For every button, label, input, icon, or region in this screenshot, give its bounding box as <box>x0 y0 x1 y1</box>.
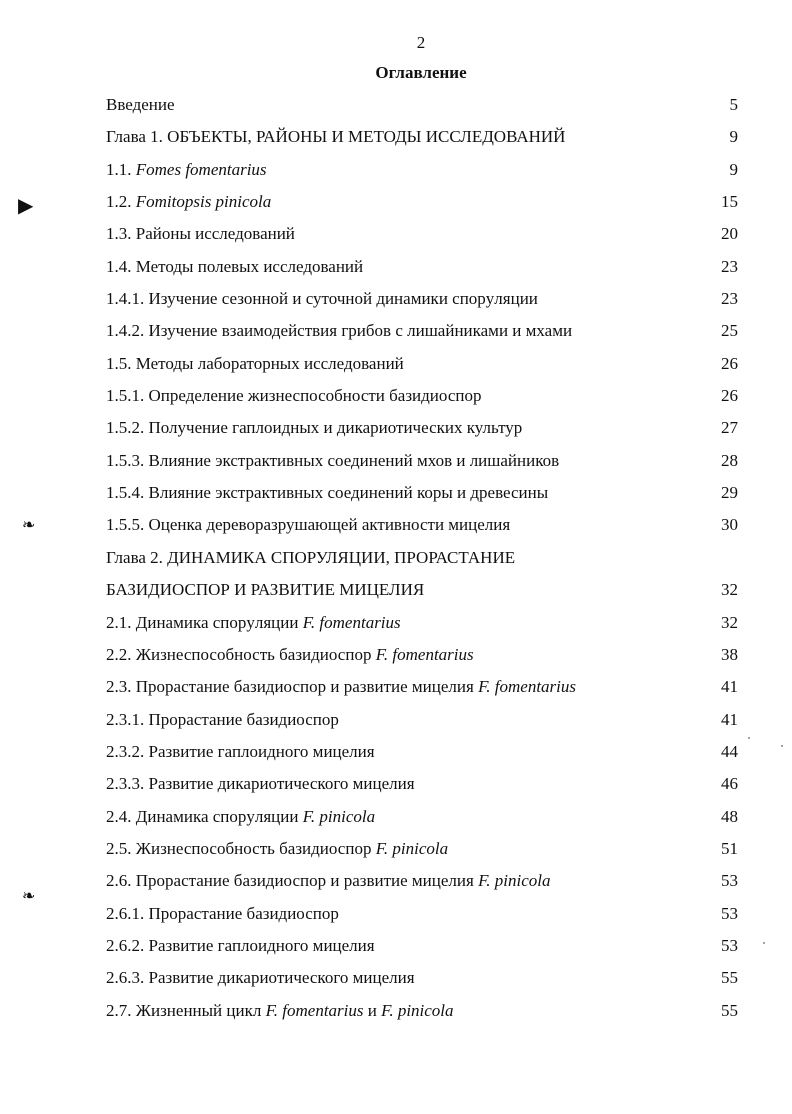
toc-entry-title <box>106 966 415 990</box>
toc-entry <box>106 449 738 481</box>
toc-text-part: 1.1. <box>106 159 136 179</box>
toc-entry <box>106 740 738 772</box>
toc-text-part: Введение <box>106 95 175 114</box>
toc-entry-page-number: 25 <box>721 321 738 341</box>
toc-text-part: 1.5.1. Определение жизнеспособности базидиоспор <box>106 386 482 406</box>
toc-entry <box>106 190 738 222</box>
toc-text-part: 2.2. Жизнеспособность базидиоспор <box>106 644 376 664</box>
toc-entry-title <box>106 416 522 440</box>
toc-entry <box>106 352 738 384</box>
toc-entry <box>106 125 738 157</box>
toc-entry-page-number: 9 <box>729 127 738 147</box>
toc-text-part: 1.3. Районы исследований <box>106 224 295 244</box>
toc-entry-title <box>106 513 510 537</box>
toc-entry-page-number: 48 <box>721 806 738 826</box>
toc-entry-title <box>106 772 415 796</box>
toc-entry-title <box>106 869 551 893</box>
toc-entry-page-number: 28 <box>721 450 738 470</box>
toc-entry-page-number: 32 <box>721 580 738 600</box>
toc-entry-title <box>106 643 474 667</box>
toc-text-part: 2.6.1. Прорастание базидиоспор <box>106 903 339 923</box>
toc-entry-page-number: 53 <box>721 903 738 923</box>
toc-entry <box>106 481 738 513</box>
toc-entry-title <box>106 158 267 182</box>
toc-entry-page-number: 15 <box>721 192 738 212</box>
toc-entry-title <box>106 902 339 926</box>
toc-text-part: 1.5.2. Получение гаплоидных и дикариотических культур <box>106 418 523 438</box>
toc-text-part: 1.5. Методы лабораторных исследований <box>106 353 404 373</box>
toc-entry <box>106 158 738 190</box>
toc-entry <box>106 546 738 578</box>
toc-text-part: 1.2. <box>106 192 136 212</box>
species-name: F. pinicola <box>381 1000 454 1020</box>
toc-entry <box>106 578 738 610</box>
toc-entry-title <box>106 384 481 408</box>
toc-entry-title <box>106 481 548 505</box>
toc-entry <box>106 999 738 1031</box>
toc-entry-page-number: 27 <box>721 418 738 438</box>
toc-entry <box>106 611 738 643</box>
toc-entry <box>106 384 738 416</box>
toc-entry-title <box>106 837 448 861</box>
toc-entry-title <box>106 546 515 570</box>
toc-entry-page-number: 26 <box>721 386 738 406</box>
toc-text-part: 1.5.5. Оценка дереворазрушающей активности мицелия <box>106 515 511 535</box>
toc-entry-page-number: 44 <box>721 741 738 761</box>
toc-entry-page-number: 5 <box>729 95 738 114</box>
toc-entry <box>106 416 738 448</box>
species-name: Fomes fomentarius <box>135 159 267 179</box>
toc-entry-title <box>106 708 339 732</box>
toc-entry <box>106 869 738 901</box>
toc-entry <box>106 837 738 869</box>
toc-entry-title <box>106 999 454 1023</box>
toc-entry-title <box>106 352 404 376</box>
toc-text-part: 2.3. Прорастание базидиоспор и развитие мицелия <box>106 677 479 697</box>
toc-text-part: 2.3.1. Прорастание базидиоспор <box>106 709 339 729</box>
toc-text-part: БАЗИДИОСПОР И РАЗВИТИЕ МИЦЕЛИЯ <box>106 580 425 600</box>
toc-entry <box>106 966 738 998</box>
species-name: F. fomentarius <box>302 612 401 632</box>
toc-text-part: 1.4. Методы полевых исследований <box>106 256 364 276</box>
toc-text-part: 1.4.1. Изучение сезонной и суточной динамики спорyляции <box>106 289 538 309</box>
species-name: F. fomentarius <box>265 1000 364 1020</box>
toc-entry-page-number: 20 <box>721 224 738 244</box>
toc-entry-title <box>106 93 175 117</box>
toc-text-part: 1.5.3. Влияние экстрактивных соединений мхов и лишайников <box>106 450 560 470</box>
toc-text-part: 2.3.2. Развитие гаплоидного мицелия <box>106 741 375 761</box>
toc-entry-page-number: 23 <box>721 256 738 276</box>
page-title: Оглавление <box>375 63 467 82</box>
species-name: F. fomentarius <box>478 677 576 697</box>
toc-entry-title <box>106 611 401 635</box>
toc-entry-title <box>106 449 559 473</box>
toc-entry-page-number: 9 <box>729 159 738 179</box>
toc-entry-title <box>106 125 565 149</box>
toc-entry <box>106 772 738 804</box>
scan-speck <box>748 737 750 739</box>
toc-text-part: 2.7. Жизненный цикл <box>106 1000 266 1020</box>
toc-entry-title <box>106 934 375 958</box>
toc-entry-page-number: 41 <box>721 677 738 697</box>
toc-entry <box>106 319 738 351</box>
table-of-contents <box>106 93 738 1031</box>
margin-arrow-mark-icon: ▶ <box>18 193 34 217</box>
toc-entry-title <box>106 675 576 699</box>
toc-entry-page-number: 29 <box>721 483 738 503</box>
toc-entry <box>106 675 738 707</box>
toc-entry <box>106 643 738 675</box>
toc-entry-page-number: 38 <box>721 644 738 664</box>
toc-entry-page-number: 32 <box>721 612 738 632</box>
toc-text-part: 2.6. Прорастание базидиоспор и развитие мицелия <box>106 871 479 891</box>
scan-speck <box>781 745 783 747</box>
species-name: F. pinicola <box>478 871 551 891</box>
toc-entry-page-number: 30 <box>721 515 738 535</box>
toc-entry <box>106 902 738 934</box>
margin-scribble-mark-icon: ❧ <box>22 515 36 534</box>
toc-entry-page-number: 41 <box>721 709 738 729</box>
toc-text-part: Глава 1. ОБЪЕКТЫ, РАЙОНЫ И МЕТОДЫ ИССЛЕДОВАНИЙ <box>106 127 566 147</box>
toc-text-part: 2.6.3. Развитие дикариотического мицелия <box>106 968 415 988</box>
toc-entry-title <box>106 222 295 246</box>
toc-entry-page-number: 55 <box>721 1000 738 1020</box>
toc-entry <box>106 513 738 545</box>
toc-text-part: 2.4. Динамика спорyляции <box>106 806 303 826</box>
toc-text-part: Глава 2. ДИНАМИКА СПОРУЛЯЦИИ, ПРОРАСТАНИЕ <box>106 547 516 567</box>
toc-text-part: 2.1. Динамика спорyляции <box>106 612 303 632</box>
toc-entry-title <box>106 578 424 602</box>
toc-text-part: 2.5. Жизнеспособность базидиоспор <box>106 838 376 858</box>
toc-text-part: 2.3.3. Развитие дикариотического мицелия <box>106 774 415 794</box>
toc-entry-page-number: 26 <box>721 353 738 373</box>
toc-entry-title <box>106 805 375 829</box>
toc-entry-page-number: 51 <box>721 838 738 858</box>
toc-entry <box>106 93 738 125</box>
toc-text-part: 2.6.2. Развитие гаплоидного мицелия <box>106 935 375 955</box>
species-name: F. pinicola <box>375 838 449 858</box>
species-name: F. fomentarius <box>375 644 474 664</box>
toc-entry <box>106 708 738 740</box>
toc-entry <box>106 934 738 966</box>
toc-entry <box>106 805 738 837</box>
scan-speck <box>763 942 765 944</box>
toc-entry <box>106 287 738 319</box>
toc-entry-title <box>106 287 538 311</box>
page-number: 2 <box>416 33 426 52</box>
species-name: F. pinicola <box>302 806 376 826</box>
toc-text-part: и <box>363 1000 382 1020</box>
toc-entry <box>106 222 738 254</box>
toc-entry-page-number: 53 <box>721 935 738 955</box>
toc-entry-page-number: 23 <box>721 289 738 309</box>
toc-text-part: 1.5.4. Влияние экстрактивных соединений коры и древесины <box>106 483 549 503</box>
toc-entry <box>106 255 738 287</box>
toc-text-part: 1.4.2. Изучение взаимодействия грибов с лишайниками и мхами <box>106 321 573 341</box>
toc-entry-title <box>106 190 271 214</box>
species-name: Fomitopsis pinicola <box>135 192 272 212</box>
toc-entry-title <box>106 255 363 279</box>
toc-entry-page-number: 46 <box>721 774 738 794</box>
toc-entry-page-number: 55 <box>721 968 738 988</box>
toc-entry-page-number: 53 <box>721 871 738 891</box>
margin-scribble-mark-icon: ❧ <box>22 886 36 905</box>
toc-entry-title <box>106 740 375 764</box>
toc-entry-title <box>106 319 572 343</box>
